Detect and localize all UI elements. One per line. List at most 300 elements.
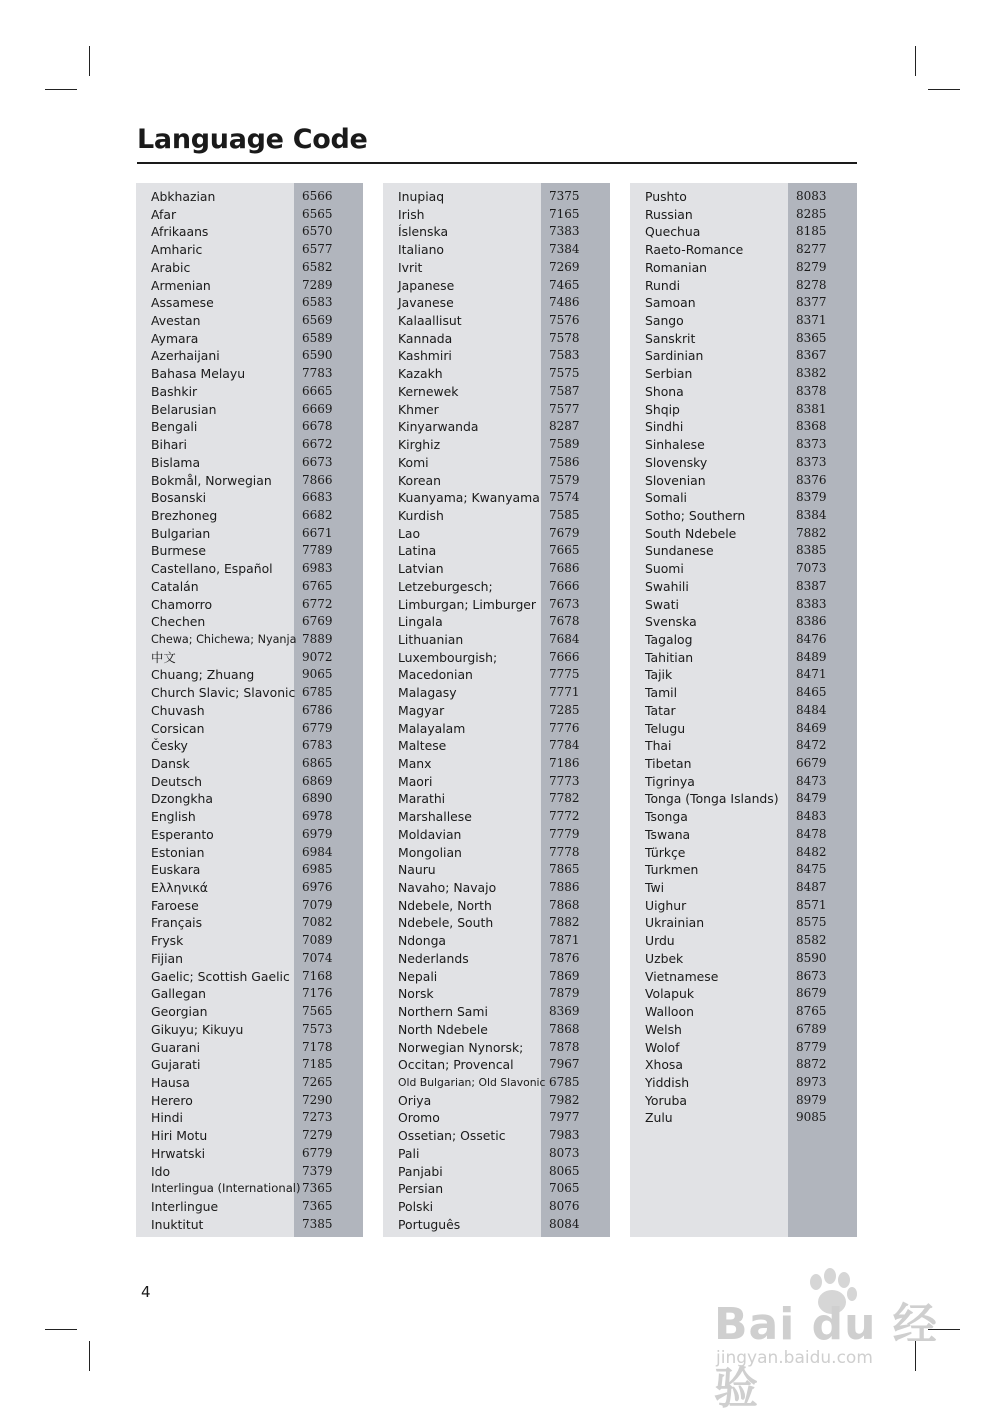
- language-row: [630, 613, 857, 631]
- language-code: 8575: [796, 915, 827, 930]
- language-row: [383, 436, 610, 454]
- language-row: [630, 454, 857, 472]
- language-name: Rundi: [645, 277, 681, 293]
- language-name: Tibetan: [645, 756, 692, 771]
- language-code: 8484: [796, 702, 827, 717]
- language-row: [630, 914, 857, 932]
- language-name: Gaelic; Scottish Gaelic: [151, 968, 290, 984]
- language-name: Yoruba: [645, 1092, 687, 1108]
- page-title: Language Code: [137, 124, 368, 155]
- language-code: 8076: [549, 1198, 580, 1213]
- language-name: Bihari: [151, 437, 187, 453]
- language-row: [630, 277, 857, 295]
- language-row: [136, 330, 363, 348]
- language-row: [383, 1163, 610, 1181]
- language-name: Afrikaans: [151, 224, 209, 240]
- language-name: Zulu: [645, 1110, 673, 1126]
- language-code: 6590: [302, 348, 333, 363]
- language-row: [136, 808, 363, 826]
- language-code: 6570: [302, 224, 333, 239]
- language-name: Faroese: [151, 897, 199, 913]
- language-code: 7073: [796, 561, 827, 576]
- language-name: Ndebele, North: [398, 897, 492, 913]
- language-name: Ελληνικά: [151, 880, 208, 896]
- language-name: Hausa: [151, 1074, 190, 1090]
- language-name: Letzeburgesch;: [398, 578, 493, 594]
- language-name: Quechua: [645, 224, 701, 240]
- language-row: [136, 631, 363, 649]
- language-name: Navaho; Navajo: [398, 880, 497, 896]
- language-name: English: [151, 809, 196, 825]
- language-code: 7465: [549, 277, 580, 292]
- language-name: Raeto-Romance: [645, 242, 744, 258]
- language-row: [136, 702, 363, 720]
- language-row: [136, 1056, 363, 1074]
- language-row: [630, 1074, 857, 1092]
- language-code: 6772: [302, 596, 333, 611]
- language-code: 8368: [796, 419, 827, 434]
- language-code: 8872: [796, 1057, 827, 1072]
- language-name: Urdu: [645, 933, 675, 949]
- language-name: Wolof: [645, 1039, 680, 1055]
- language-row: [630, 1039, 857, 1057]
- language-code: 6978: [302, 809, 333, 824]
- language-row: [630, 631, 857, 649]
- language-name: Abkhazian: [151, 189, 216, 204]
- language-code: 8384: [796, 507, 827, 522]
- language-row: [383, 365, 610, 383]
- language-code: 6779: [302, 720, 333, 735]
- language-name: Chewa; Chichewa; Nyanja: [151, 632, 297, 646]
- language-row: [136, 1145, 363, 1163]
- language-name: Gujarati: [151, 1057, 201, 1073]
- watermark: [712, 1268, 952, 1414]
- language-code: 7375: [549, 189, 580, 203]
- language-row: [136, 578, 363, 596]
- language-row: [383, 330, 610, 348]
- language-name: Česky: [151, 738, 188, 754]
- language-name: Bokmål, Norwegian: [151, 472, 272, 488]
- language-code: 7383: [549, 224, 580, 239]
- language-name: Avestan: [151, 313, 201, 329]
- language-name: Tonga (Tonga Islands): [645, 791, 779, 807]
- language-name: Arabic: [151, 259, 191, 275]
- language-row: [383, 489, 610, 507]
- language-code: 8482: [796, 844, 827, 859]
- language-row: [136, 277, 363, 295]
- language-name: Polski: [398, 1198, 434, 1214]
- language-code: 6679: [796, 756, 827, 770]
- language-row: [383, 542, 610, 560]
- language-name: Bahasa Melayu: [151, 366, 246, 382]
- language-code: 8779: [796, 1039, 827, 1054]
- language-code: 7871: [549, 933, 580, 948]
- crop-mark: [928, 89, 960, 90]
- language-row: [630, 666, 857, 684]
- language-row: [383, 188, 610, 206]
- language-name: Walloon: [645, 1004, 694, 1020]
- language-name: Tatar: [645, 702, 676, 718]
- language-name: Georgian: [151, 1004, 208, 1020]
- language-code: 8472: [796, 738, 827, 753]
- language-name: Slovensky: [645, 454, 708, 470]
- language-row: [136, 507, 363, 525]
- language-row: [383, 1039, 610, 1057]
- language-row: [630, 755, 857, 773]
- language-code: 7868: [549, 897, 580, 912]
- language-code: 7079: [302, 897, 333, 912]
- language-code: 8377: [796, 295, 827, 310]
- language-row: [630, 401, 857, 419]
- language-row: [630, 507, 857, 525]
- language-row: [383, 560, 610, 578]
- language-name: Kazakh: [398, 366, 443, 382]
- language-name: Íslenska: [398, 224, 449, 240]
- language-name: Uighur: [645, 897, 687, 913]
- language-row: [136, 1003, 363, 1021]
- language-code: 6565: [302, 206, 333, 221]
- language-row: [136, 1198, 363, 1216]
- language-code: 7576: [549, 313, 580, 328]
- language-row: [630, 206, 857, 224]
- language-code: 7265: [302, 1074, 333, 1089]
- language-row: [630, 1109, 857, 1127]
- language-code: 7178: [302, 1039, 333, 1054]
- language-row: [383, 684, 610, 702]
- language-row: [630, 1056, 857, 1074]
- language-name: Samoan: [645, 295, 696, 311]
- language-code: 7778: [549, 844, 580, 859]
- language-list: [630, 188, 857, 1127]
- language-row: [136, 383, 363, 401]
- language-code: 7486: [549, 295, 580, 310]
- language-code: 7385: [302, 1216, 333, 1231]
- language-name: Romanian: [645, 259, 708, 275]
- language-code: 7868: [549, 1021, 580, 1036]
- language-code: 6785: [549, 1074, 580, 1089]
- language-name: Bosanski: [151, 490, 207, 506]
- language-name: Somali: [645, 490, 687, 506]
- language-name: Kalaallisut: [398, 313, 462, 329]
- language-name: Corsican: [151, 720, 205, 736]
- language-row: [136, 950, 363, 968]
- language-row: [383, 861, 610, 879]
- language-code: 7869: [549, 968, 580, 983]
- language-row: [136, 188, 363, 206]
- language-name: Tigrinya: [645, 773, 695, 789]
- language-name: Interlingue: [151, 1198, 219, 1214]
- language-code: 7384: [549, 242, 580, 257]
- language-code: 6779: [302, 1145, 333, 1160]
- language-code: 8590: [796, 950, 827, 965]
- language-code: 8065: [549, 1163, 580, 1178]
- language-row: [136, 649, 363, 667]
- language-name: Macedonian: [398, 667, 473, 683]
- language-row: [136, 596, 363, 614]
- language-name: Estonian: [151, 844, 205, 860]
- language-name: Panjabi: [398, 1163, 443, 1179]
- language-code: 7783: [302, 366, 333, 381]
- language-row: [630, 525, 857, 543]
- language-row: [136, 294, 363, 312]
- language-row: [383, 401, 610, 419]
- language-name: Shona: [645, 383, 684, 399]
- language-name: Suomi: [645, 561, 684, 577]
- language-row: [383, 649, 610, 667]
- language-row: [383, 507, 610, 525]
- title-underline: [137, 162, 857, 164]
- language-name: Limburgan; Limburger: [398, 596, 537, 612]
- language-name: Inuktitut: [151, 1216, 204, 1232]
- language-row: [383, 578, 610, 596]
- language-row: [383, 1216, 610, 1234]
- language-row: [630, 720, 857, 738]
- language-row: [136, 773, 363, 791]
- language-name: Turkmen: [645, 862, 699, 878]
- language-name: Shqip: [645, 401, 680, 417]
- language-code: 6786: [302, 702, 333, 717]
- language-name: Amharic: [151, 242, 203, 258]
- language-code: 7579: [549, 472, 580, 487]
- language-row: [136, 666, 363, 684]
- language-code: 9072: [302, 649, 333, 664]
- language-name: Church Slavic; Slavonic: [151, 685, 296, 701]
- language-row: [136, 985, 363, 1003]
- language-code: 8471: [796, 667, 827, 682]
- language-row: [630, 950, 857, 968]
- language-row: [383, 879, 610, 897]
- language-code: 8371: [796, 313, 827, 328]
- language-name: Interlingua (International): [151, 1181, 301, 1196]
- language-name: Kirghiz: [398, 437, 441, 453]
- language-row: [136, 436, 363, 454]
- language-code: 6589: [302, 330, 333, 345]
- language-row: [383, 914, 610, 932]
- language-row: [383, 418, 610, 436]
- language-row: [383, 755, 610, 773]
- language-code: 8489: [796, 649, 827, 664]
- language-row: [383, 773, 610, 791]
- language-row: [630, 489, 857, 507]
- language-name: Burmese: [151, 543, 207, 559]
- language-code: 8378: [796, 383, 827, 398]
- language-code: 8387: [796, 578, 827, 593]
- language-name: Sinhalese: [645, 437, 705, 453]
- language-row: [383, 950, 610, 968]
- language-row: [136, 914, 363, 932]
- language-row: [630, 790, 857, 808]
- language-code: 7882: [796, 525, 827, 540]
- language-row: [136, 968, 363, 986]
- language-name: Ukrainian: [645, 915, 705, 931]
- language-code: 6983: [302, 561, 333, 576]
- language-name: Thai: [645, 738, 672, 754]
- language-name: Türkçe: [645, 844, 686, 860]
- language-row: [136, 560, 363, 578]
- language-row: [630, 1003, 857, 1021]
- language-row: [136, 844, 363, 862]
- page-number: 4: [141, 1283, 151, 1301]
- language-name: Catalán: [151, 578, 199, 594]
- language-row: [136, 755, 363, 773]
- language-row: [630, 188, 857, 206]
- language-row: [136, 223, 363, 241]
- language-code: 7577: [549, 401, 580, 416]
- language-name: Chuang; Zhuang: [151, 667, 255, 683]
- language-row: [136, 1039, 363, 1057]
- language-row: [136, 489, 363, 507]
- language-code: 8382: [796, 366, 827, 381]
- language-row: [383, 968, 610, 986]
- language-name: Luxembourgish;: [398, 649, 498, 665]
- language-name: Français: [151, 915, 203, 931]
- language-code: 8973: [796, 1074, 827, 1089]
- language-row: [136, 454, 363, 472]
- language-code: 8381: [796, 401, 827, 416]
- language-name: Japanese: [398, 277, 455, 293]
- language-name: Kurdish: [398, 507, 444, 523]
- language-name: South Ndebele: [645, 525, 737, 541]
- language-row: [136, 365, 363, 383]
- language-code: 6678: [302, 419, 333, 434]
- language-row: [136, 1092, 363, 1110]
- language-code: 6769: [302, 614, 333, 629]
- language-row: [630, 259, 857, 277]
- language-name: Sindhi: [645, 419, 684, 435]
- language-name: Tagalog: [645, 631, 693, 647]
- language-name: Tajik: [645, 667, 673, 683]
- language-code: 8084: [549, 1216, 580, 1231]
- language-name: Inupiaq: [398, 189, 445, 204]
- language-code: 8369: [549, 1004, 580, 1019]
- language-code: 7290: [302, 1092, 333, 1107]
- language-code: 8367: [796, 348, 827, 363]
- language-row: [383, 472, 610, 490]
- language-code: 8478: [796, 826, 827, 841]
- language-code: 6665: [302, 383, 333, 398]
- language-name: Old Bulgarian; Old Slavonic: [398, 1075, 546, 1089]
- language-code: 8287: [549, 419, 580, 434]
- language-code: 8279: [796, 259, 827, 274]
- language-name: Persian: [398, 1181, 444, 1197]
- language-name: Khmer: [398, 401, 439, 417]
- language-code: 7782: [549, 791, 580, 806]
- language-row: [136, 1216, 363, 1234]
- language-name: Esperanto: [151, 826, 214, 842]
- language-row: [630, 844, 857, 862]
- language-name: Ndebele, South: [398, 915, 494, 931]
- language-row: [630, 542, 857, 560]
- language-name: Korean: [398, 472, 441, 488]
- language-row: [383, 790, 610, 808]
- language-code: 6583: [302, 295, 333, 310]
- language-code: 8285: [796, 206, 827, 221]
- language-row: [136, 542, 363, 560]
- language-code: 6785: [302, 685, 333, 700]
- language-name: Brezhoneg: [151, 507, 218, 523]
- language-code: 6671: [302, 525, 333, 540]
- language-row: [383, 1198, 610, 1216]
- language-row: [136, 1163, 363, 1181]
- language-name: Afar: [151, 206, 177, 222]
- language-name: Nepali: [398, 968, 438, 984]
- language-row: [630, 365, 857, 383]
- language-name: Ivrit: [398, 259, 423, 275]
- language-name: Telugu: [645, 720, 686, 736]
- language-code: 7186: [549, 756, 580, 770]
- language-row: [630, 826, 857, 844]
- language-code: 8083: [796, 189, 827, 203]
- language-code: 6673: [302, 454, 333, 469]
- language-code: 7585: [549, 507, 580, 522]
- language-name: Italiano: [398, 242, 445, 258]
- language-row: [136, 826, 363, 844]
- language-name: Ido: [151, 1163, 171, 1179]
- language-code: 8365: [796, 330, 827, 345]
- language-row: [383, 347, 610, 365]
- language-row: [630, 985, 857, 1003]
- language-code: 7977: [549, 1110, 580, 1125]
- language-name: 中文: [151, 649, 176, 665]
- language-code: 7784: [549, 738, 580, 753]
- language-name: Maori: [398, 773, 433, 789]
- language-code: 7168: [302, 968, 333, 983]
- language-name: Kashmiri: [398, 348, 452, 364]
- language-code: 7578: [549, 330, 580, 345]
- language-code: 8277: [796, 242, 827, 257]
- language-name: Fijian: [151, 950, 183, 966]
- language-row: [136, 1127, 363, 1145]
- language-code: 7273: [302, 1110, 333, 1125]
- language-code: 6890: [302, 791, 333, 806]
- language-row: [136, 259, 363, 277]
- language-code: 7185: [302, 1057, 333, 1072]
- language-row: [630, 347, 857, 365]
- language-row: [383, 897, 610, 915]
- language-code: 7583: [549, 348, 580, 363]
- crop-mark: [915, 46, 916, 76]
- language-name: Kannada: [398, 330, 453, 346]
- language-code: 7673: [549, 596, 580, 611]
- language-row: [630, 596, 857, 614]
- language-code: 7776: [549, 720, 580, 735]
- language-name: Hindi: [151, 1110, 183, 1126]
- language-row: [383, 666, 610, 684]
- language-name: Dzongkha: [151, 791, 213, 807]
- language-row: [630, 418, 857, 436]
- language-code: 6672: [302, 437, 333, 452]
- language-code: 7666: [549, 649, 580, 664]
- language-name: Dansk: [151, 756, 190, 771]
- language-code: 7575: [549, 366, 580, 381]
- language-name: Svenska: [645, 614, 697, 630]
- language-row: [136, 312, 363, 330]
- language-row: [136, 720, 363, 738]
- language-code: 8475: [796, 862, 827, 877]
- language-code: 6869: [302, 773, 333, 788]
- language-name: Northern Sami: [398, 1004, 488, 1020]
- language-code: 7285: [549, 702, 580, 717]
- language-row: [136, 1021, 363, 1039]
- language-code: 8979: [796, 1092, 827, 1107]
- language-code: 7886: [549, 880, 580, 895]
- language-name: Armenian: [151, 277, 211, 293]
- language-row: [630, 578, 857, 596]
- language-row: [383, 932, 610, 950]
- language-name: Chechen: [151, 614, 206, 630]
- language-row: [630, 808, 857, 826]
- language-code: 7982: [549, 1092, 580, 1107]
